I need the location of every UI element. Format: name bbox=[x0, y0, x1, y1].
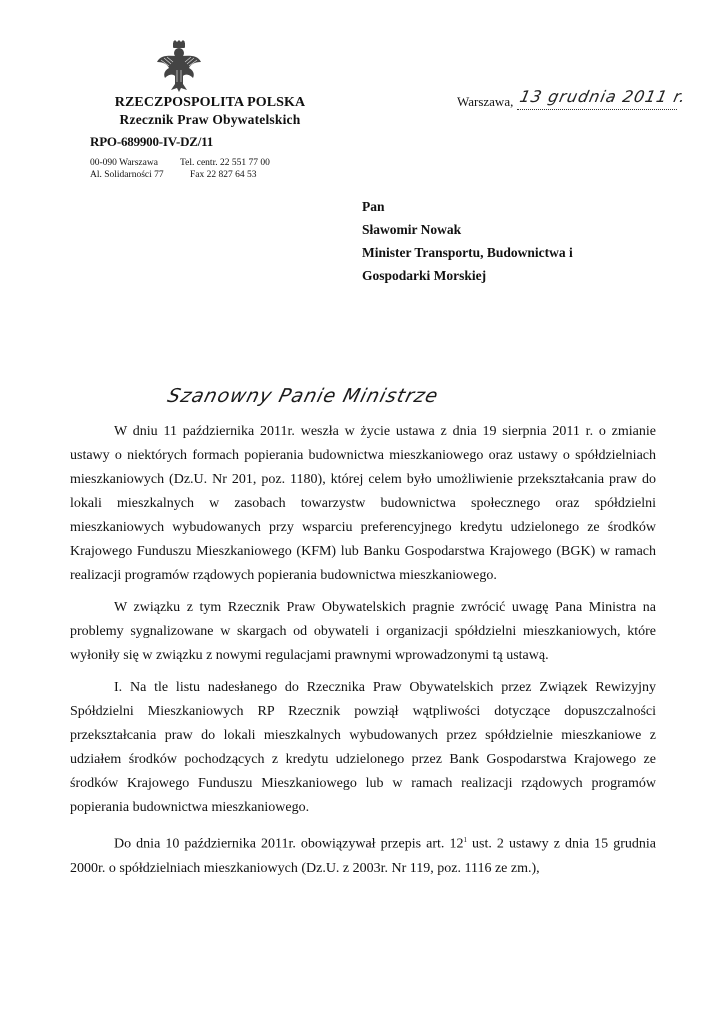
article-superscript: 1 bbox=[463, 836, 467, 844]
reference-number: RPO-689900-IV-DZ/11 bbox=[90, 134, 214, 149]
handwritten-salutation: Szanowny Panie Ministrze bbox=[165, 385, 441, 407]
paragraph-3: I. Na tle listu nadesłanego do Rzecznika Praw Obywatelskich przez Związek Rewizyjny Spółdzielni Mieszkaniowych RP Rzecznik powziął wątpliwości dotyczące dopuszczalności przekształcania praw do lokali mieszkalnych wybudowanych przez spółdzielnie mieszkaniowe z udziałem środków pochodzących z kredytu udzielonego przez Bank Gospodarstwa Krajowego ze środków Krajowego Funduszu Mieszkaniowego lub w ramach realizacji rządowych programów popierania budownictwa mieszkaniowego. bbox=[70, 680, 656, 815]
letterhead-organization bbox=[90, 95, 330, 128]
letter-body bbox=[70, 420, 656, 889]
paragraph-1: W dniu 11 października 2011r. weszła w życie ustawa z dnia 19 sierpnia 2011 r. o zmianie ustawy o niektórych formach popierania budownictwa mieszkaniowego oraz ustawy o spółdzielniach mieszkaniowych (Dz.U. Nr 201, poz. 1180), której celem było umożliwienie przekształcania praw do lokali mieszkalnych w zasobach towarzystw budownictwa społecznego oraz spółdzielni mieszkaniowych wybudowanych przy wsparciu preferencyjnego kredytu udzielonego ze środków Krajowego Funduszu Mieszkaniowego (KFM) lub Banku Gospodarstwa Krajowego (BGK) w ramach realizacji programów rządowych popierania budownictwa mieszkaniowego. bbox=[70, 424, 656, 583]
paragraph-4-start: Do dnia 10 października 2011r. obowiązywał przepis art. 12 bbox=[114, 836, 464, 852]
address-line-2: Al. Solidarności 77 bbox=[90, 170, 164, 180]
recipient-name: Sławomir Nowak bbox=[362, 222, 462, 237]
recipient-title: Pan bbox=[362, 199, 385, 214]
address-line-1: 00-090 Warszawa bbox=[90, 158, 158, 168]
date-dotted-line bbox=[517, 87, 688, 110]
date-place: Warszawa, bbox=[457, 94, 514, 109]
paragraph-4-end: ust. 2 ustawy z dnia 15 grudnia 2000r. o spółdzielniach mieszkaniowych (Dz.U. z 2003r. Nr 119, poz. 1116 ze zm.), bbox=[70, 836, 656, 876]
letter-date bbox=[457, 87, 688, 110]
recipient-position-line-1: Minister Transportu, Budownictwa i bbox=[362, 245, 573, 260]
phone-number: Tel. centr. 22 551 77 00 bbox=[180, 158, 270, 168]
office-name: Rzecznik Praw Obywatelskich bbox=[119, 112, 301, 127]
fax-number: Fax 22 827 64 53 bbox=[190, 170, 257, 180]
recipient-block bbox=[362, 195, 573, 287]
paragraph-4 bbox=[70, 828, 656, 881]
letterhead-address bbox=[90, 157, 270, 181]
paragraph-2: W związku z tym Rzecznik Praw Obywatelskich pragnie zwrócić uwagę Pana Ministra na problemy sygnalizowane w skargach od obywateli i organizacji spółdzielni mieszkaniowych, które wyłoniły się w związku z nowymi regulacjami prawnymi wprowadzonymi tą ustawą. bbox=[70, 600, 656, 663]
country-name: RZECZPOSPOLITA POLSKA bbox=[114, 95, 306, 110]
recipient-position-line-2: Gospodarki Morskiej bbox=[362, 268, 487, 283]
handwritten-date: 13 grudnia 2011 r. bbox=[517, 87, 688, 106]
polish-eagle-emblem-icon bbox=[155, 40, 203, 92]
